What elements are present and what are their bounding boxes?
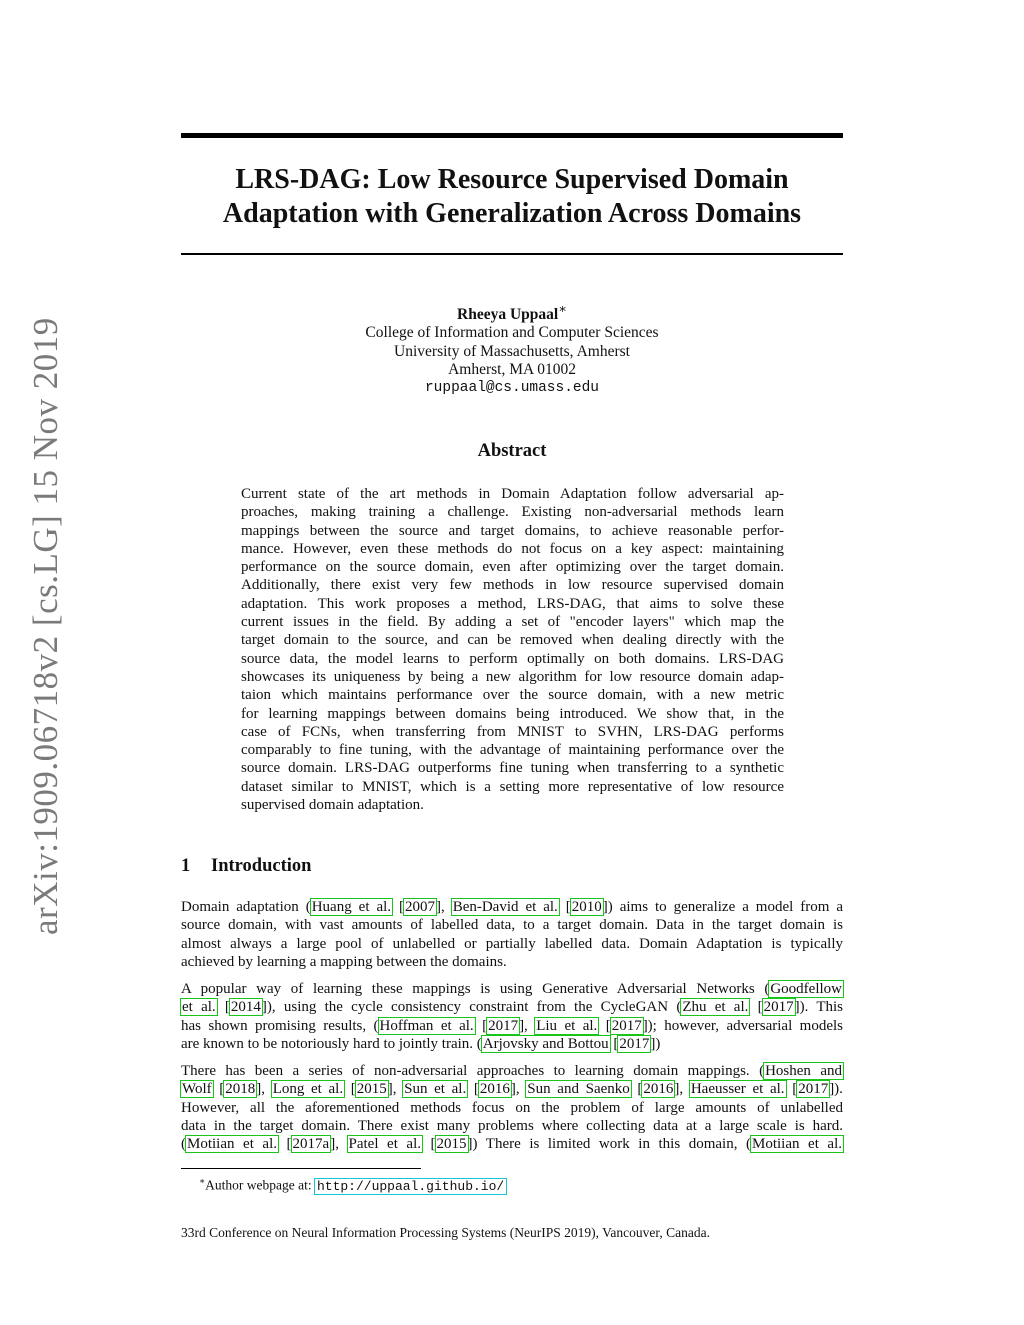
abstract-line: target domain to the source, and can be removed when dealing directly with the <box>241 632 784 649</box>
abstract-heading: Abstract <box>477 441 547 461</box>
abstract-line: mappings between the source and target domains, to achieve reasonable perfor- <box>241 522 784 539</box>
citation-link[interactable]: Long et al. <box>272 1081 344 1098</box>
abstract-line: Current state of the art methods in Domain Adaptation follow adversarial ap- <box>241 486 784 502</box>
abstract-line: case of FCNs, when transferring from MNIST to SVHN, LRS-DAG performs <box>241 723 784 740</box>
paragraph-text: [ <box>609 1035 619 1052</box>
paragraph-line <box>181 1080 843 1098</box>
citation-link[interactable]: 2017 <box>763 999 794 1016</box>
paragraph-line <box>181 1035 843 1053</box>
section-title: Introduction <box>211 856 312 876</box>
paragraph-text: [ <box>422 1136 436 1153</box>
citation-link[interactable]: Patel et al. <box>348 1136 421 1153</box>
author-location: Amherst, MA 01002 <box>448 361 576 379</box>
title-line: Adaptation with Generalization Across Domains <box>222 198 802 229</box>
section-heading <box>181 855 843 877</box>
author-email: ruppaal@cs.umass.edu <box>424 380 600 397</box>
paragraph-text: ]) aims to generalize a model from a <box>602 899 844 915</box>
author-university: University of Massachusetts, Amherst <box>394 342 630 360</box>
paragraph-text: achieved by learning a mapping between the domains. <box>181 953 507 970</box>
citation-link[interactable]: 2015 <box>436 1136 467 1153</box>
paragraph-line <box>181 1117 843 1135</box>
paragraph-text: ], <box>674 1081 690 1098</box>
paragraph-text: [ <box>212 1081 225 1098</box>
paragraph-line <box>181 935 843 953</box>
citation-link[interactable]: Haeusser et al. <box>690 1081 785 1098</box>
author-name: Rheeya Uppaal <box>457 306 559 324</box>
citation-link[interactable]: 2015 <box>356 1081 387 1098</box>
citation-link[interactable]: 2016 <box>479 1081 510 1098</box>
paragraph-text: almost always a large pool of unlabelled or partially labelled data. Domain Adaptation is typically <box>181 935 843 952</box>
paragraph-line <box>181 980 843 998</box>
paragraph-text: ], <box>510 1081 527 1098</box>
paragraph-text: [ <box>558 899 571 915</box>
abstract-line: performance on the source domain, even after optimizing over the target domain. <box>241 559 784 576</box>
paragraph-text: ]) <box>650 1035 661 1052</box>
intro-paragraph <box>181 898 843 971</box>
abstract-line: adaptation. This work proposes a method, LRS-DAG, that aims to solve these <box>241 595 784 612</box>
citation-link[interactable]: Arjovsky and Bottou <box>482 1035 609 1052</box>
paper-title <box>181 163 843 231</box>
paragraph-text: [ <box>749 999 763 1016</box>
citation-link[interactable]: 2017 <box>619 1035 650 1052</box>
paragraph-text: [ <box>467 1081 479 1098</box>
citation-link[interactable]: et al. <box>182 999 216 1016</box>
paragraph-text: ], <box>519 1017 536 1034</box>
author-block <box>181 300 843 398</box>
paragraph-text: [ <box>785 1081 798 1098</box>
paragraph-line <box>181 1062 843 1080</box>
author-affiliation: College of Information and Computer Sciences <box>365 324 659 342</box>
paragraph-text: ], <box>387 1081 404 1098</box>
paragraph-line <box>181 998 843 1016</box>
citation-link[interactable]: 2017 <box>798 1081 829 1098</box>
paragraph-line <box>181 1135 843 1153</box>
paragraph-text: [ <box>278 1136 292 1153</box>
abstract-line: taion which maintains performance over the source domain, with a new metric <box>241 687 784 704</box>
paragraph-text: ], <box>435 899 452 915</box>
citation-link[interactable]: Ben-David et al. <box>452 899 558 915</box>
abstract-line: mance. However, even these methods do not focus on a key aspect: maintaining <box>241 540 784 557</box>
paragraph-text: However, all the aforementioned methods focus on the problem of large amounts of unlabelled <box>181 1099 843 1116</box>
title-line: LRS-DAG: Low Resource Supervised Domain <box>235 164 789 195</box>
citation-link[interactable]: 2007 <box>404 899 435 915</box>
author-webpage-link[interactable]: http://uppaal.github.io/ <box>316 1178 505 1194</box>
citation-link[interactable]: Wolf <box>182 1081 212 1098</box>
footnote-marker: ∗ <box>199 1176 206 1186</box>
paragraph-text: ]); however, adversarial models <box>642 1017 843 1034</box>
footnote-rule <box>181 1168 421 1169</box>
abstract-line: showcases its uniqueness by being a new algorithm for low resource domain adap- <box>241 668 784 685</box>
intro-paragraph <box>181 1062 843 1153</box>
paragraph-text: ]). <box>829 1081 843 1098</box>
abstract-line: Additionally, there exist very few methods in low resource supervised domain <box>241 577 784 594</box>
intro-paragraph <box>181 980 843 1053</box>
citation-link[interactable]: 2010 <box>571 899 602 915</box>
paragraph-text: has shown promising results, ( <box>181 1017 379 1034</box>
paragraph-text: [ <box>630 1081 643 1098</box>
citation-link[interactable]: 2016 <box>643 1081 674 1098</box>
citation-link[interactable]: Motiian et al. <box>752 1136 842 1153</box>
paragraph-text: [ <box>216 999 230 1016</box>
abstract-line: for learning mappings between domains being introduced. We show that, in the <box>241 705 784 722</box>
abstract-line: current issues in the field. By adding a set of "encoder layers" which map the <box>241 614 784 631</box>
citation-link[interactable]: 2014 <box>230 999 261 1016</box>
citation-link[interactable]: Goodfellow <box>770 981 842 997</box>
paragraph-line <box>181 898 843 916</box>
abstract-line: dataset similar to MNIST, which is a setting more representative of low resource <box>241 778 784 795</box>
paragraph-text: [ <box>598 1017 611 1034</box>
footnote <box>199 1172 506 1196</box>
citation-link[interactable]: Motiian et al. <box>187 1136 277 1153</box>
paragraph-text: ( <box>181 1136 186 1153</box>
citation-link[interactable]: Hoshen and <box>765 1063 842 1079</box>
paragraph-text: There has been a series of non-adversarial approaches to learning domain mappings. ( <box>181 1063 765 1079</box>
abstract-line: source domain. LRS-DAG outperforms fine tuning when transferring to a synthetic <box>241 760 784 777</box>
arxiv-identifier: arXiv:1909.06718v2 [cs.LG] 15 Nov 2019 <box>26 317 65 935</box>
abstract-line: proaches, making training a challenge. Existing non-adversarial methods learn <box>241 504 784 521</box>
paragraph-text: source domain, with vast amounts of labelled data, to a target domain. Data in the target domain is <box>181 917 843 934</box>
citation-link[interactable]: Zhu et al. <box>682 999 749 1016</box>
citation-link[interactable]: Huang et al. <box>311 899 392 915</box>
citation-link[interactable]: 2018 <box>225 1081 256 1098</box>
paragraph-text: ]) There is limited work in this domain, ( <box>467 1136 751 1153</box>
title-bottom-rule <box>181 253 843 255</box>
title-top-rule <box>181 133 843 138</box>
citation-link[interactable]: Liu et al. <box>536 1017 598 1034</box>
paragraph-text: ]), using the cycle consistency constraint from the CycleGAN ( <box>261 999 682 1016</box>
citation-link[interactable]: 2017 <box>488 1017 519 1034</box>
paragraph-text: [ <box>474 1017 488 1034</box>
paragraph-text: Domain adaptation ( <box>181 899 311 915</box>
paragraph-text: [ <box>344 1081 356 1098</box>
paragraph-text: [ <box>392 899 404 915</box>
citation-link[interactable]: Sun et al. <box>404 1081 467 1098</box>
abstract-line: source data, the model learns to perform optimally on both domains. LRS-DAG <box>241 650 784 667</box>
paragraph-text: ], <box>330 1136 348 1153</box>
paragraph-text: A popular way of learning these mappings is using Generative Adversarial Networks ( <box>181 981 770 997</box>
abstract-body <box>241 485 784 814</box>
citation-link[interactable]: Hoffman et al. <box>379 1017 474 1034</box>
paragraph-text: data in the target domain. There exist many problems where collecting data at a large scale is hard. <box>181 1117 843 1134</box>
author-footnote-marker: ∗ <box>558 301 567 316</box>
venue-footer: 33rd Conference on Neural Information Processing Systems (NeurIPS 2019), Vancouver, Canada. <box>181 1225 710 1240</box>
author-name-line <box>181 300 843 324</box>
abstract-line: comparably to fine tuning, with the advantage of maintaining performance over the <box>241 742 784 759</box>
abstract-line: supervised domain adaptation. <box>241 797 424 814</box>
citation-link[interactable]: 2017 <box>611 1017 642 1034</box>
section-number: 1 <box>181 856 191 876</box>
citation-link[interactable]: 2017a <box>292 1136 330 1153</box>
paragraph-line <box>181 916 843 934</box>
citation-link[interactable]: Sun and Saenko <box>527 1081 630 1098</box>
paragraph-line <box>181 1017 843 1035</box>
paragraph-text: ], <box>256 1081 272 1098</box>
paragraph-text: ]). This <box>794 999 843 1016</box>
paragraph-text: are known to be notoriously hard to jointly train. ( <box>181 1035 482 1052</box>
footnote-label: Author webpage at: <box>205 1177 315 1193</box>
paragraph-line <box>181 1099 843 1117</box>
paragraph-line <box>181 953 843 971</box>
